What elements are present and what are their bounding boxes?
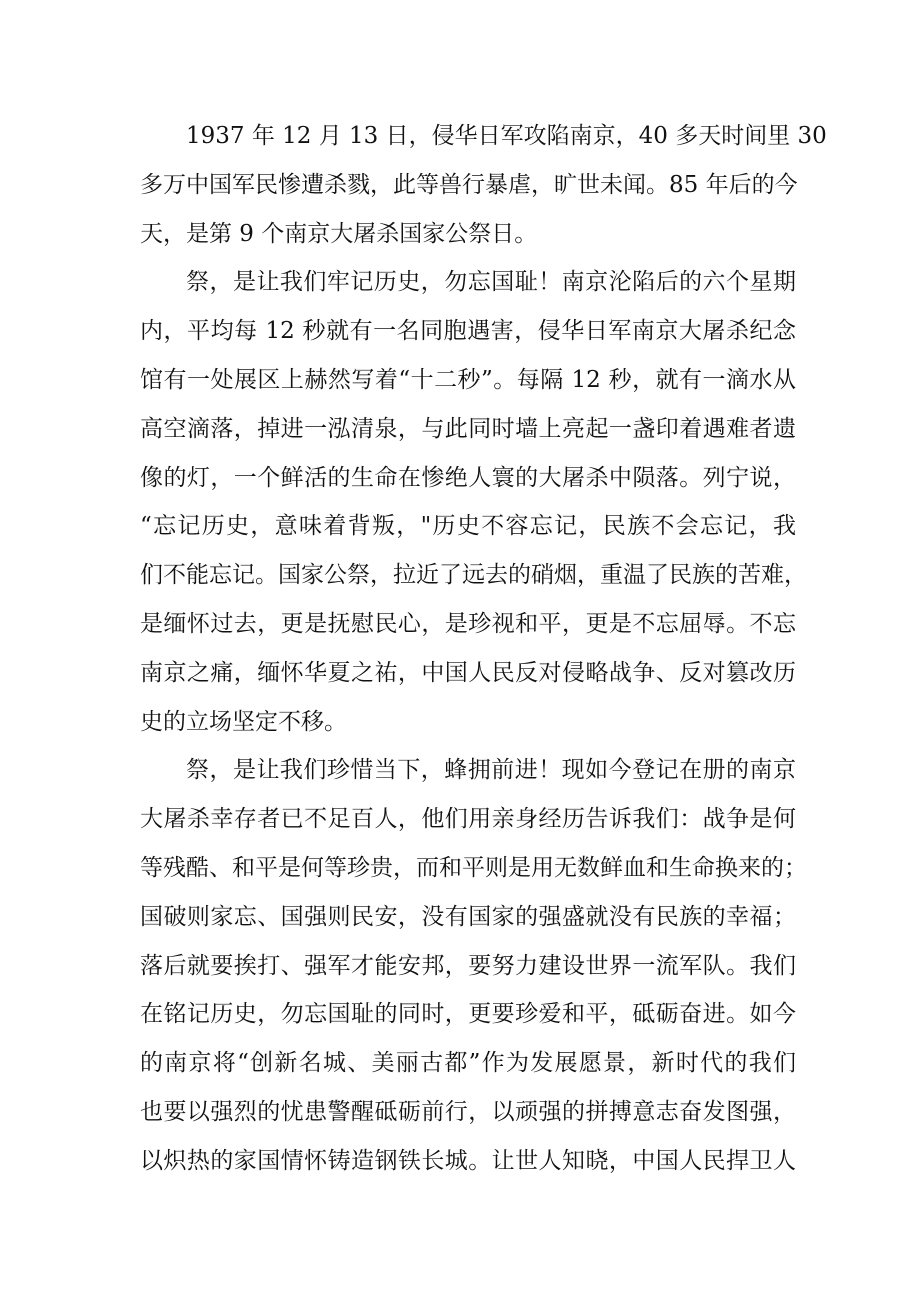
text-line: 大屠杀幸存者已不足百人，他们用亲身经历告诉我们：战争是何 xyxy=(140,806,796,833)
text-line: 多万中国军民惨遭杀戮，此等兽行暴虐，旷世未闻。85 年后的今 xyxy=(140,171,798,198)
paragraph-2 xyxy=(140,258,807,746)
text-line: 等残酷、和平是何等珍贵，而和平则是用无数鲜血和生命换来的； xyxy=(140,854,807,881)
text-line: 1937 年 12 月 13 日，侵华日军攻陷南京，40 多天时间里 30 xyxy=(186,123,827,149)
text-line: 内，平均每 12 秒就有一名同胞遇害，侵华日军南京大屠杀纪念 xyxy=(140,318,796,345)
text-line: 祭，是让我们牢记历史，勿忘国耻！南京沦陷后的六个星期 xyxy=(186,269,796,296)
text-line: 在铭记历史，勿忘国耻的同时，更要珍爱和平，砥砺奋进。如今 xyxy=(140,1001,796,1028)
text-line: 天，是第 9 个南京大屠杀国家公祭日。 xyxy=(140,220,538,247)
text-line: 的南京将“创新名城、美丽古都”作为发展愿景，新时代的我们 xyxy=(140,1050,796,1077)
paragraph-3 xyxy=(140,746,807,1185)
text-line: 是缅怀过去，更是抚慰民心，是珍视和平，更是不忘屈辱。不忘 xyxy=(140,610,796,637)
text-line: 史的立场坚定不移。 xyxy=(140,708,347,735)
document-body xyxy=(140,112,827,1186)
text-line: 南京之痛，缅怀华夏之祐，中国人民反对侵略战争、反对篡改历 xyxy=(140,659,796,686)
text-line: 馆有一处展区上赫然写着“十二秒”。每隔 12 秒，就有一滴水从 xyxy=(140,366,796,393)
text-line: “忘记历史，意味着背叛，"历史不容忘记，民族不会忘记，我 xyxy=(140,513,796,540)
text-line: 高空滴落，掉进一泓清泉，与此同时墙上亮起一盏印着遇难者遗 xyxy=(140,415,796,442)
text-line: 们不能忘记。国家公祭，拉近了远去的硝烟，重温了民族的苦难， xyxy=(140,562,807,589)
text-line: 像的灯，一个鲜活的生命在惨绝人寰的大屠杀中陨落。列宁说， xyxy=(140,464,796,491)
text-line: 也要以强烈的忧患警醒砥砺前行，以顽强的拼搏意志奋发图强， xyxy=(140,1098,796,1125)
text-line: 以炽热的家国情怀铸造钢铁长城。让世人知晓，中国人民捍卫人 xyxy=(140,1147,796,1174)
text-line: 国破则家忘、国强则民安，没有国家的强盛就没有民族的幸福； xyxy=(140,903,796,930)
text-line: 祭，是让我们珍惜当下，蜂拥前进！现如今登记在册的南京 xyxy=(186,757,796,784)
paragraph-1 xyxy=(140,112,827,258)
text-line: 落后就要挨打、强军才能安邦，要努力建设世界一流军队。我们 xyxy=(140,952,796,979)
